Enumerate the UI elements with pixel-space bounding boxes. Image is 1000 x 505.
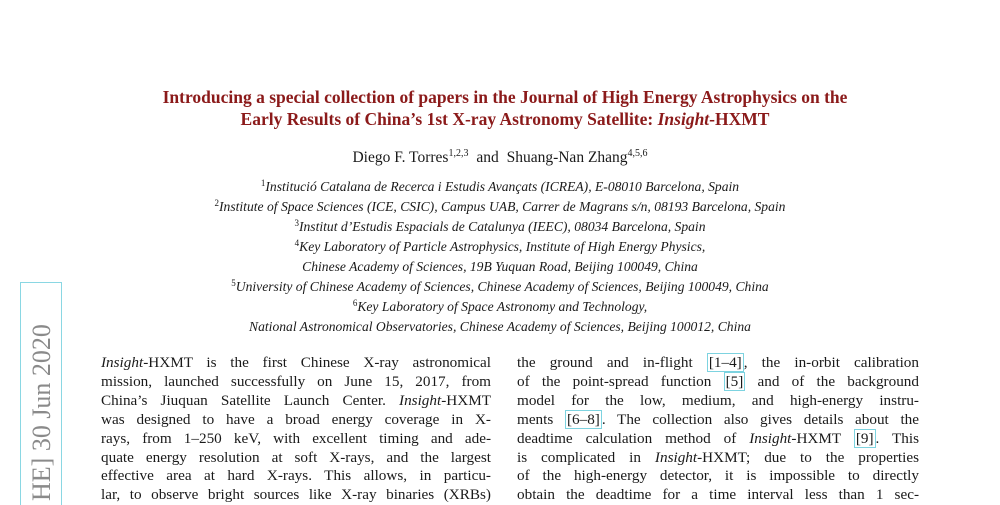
affiliation-text: Key Laboratory of Particle Astrophysics, Institute of High Energy Physics, <box>299 239 706 254</box>
title-line-2-text: Early Results of China’s 1st X-ray Astronomy Satellite: <box>240 109 658 129</box>
affiliation-line <box>0 295 1000 315</box>
text-fragment: . This <box>875 429 919 447</box>
right-column-text <box>517 354 919 505</box>
text-line: obtain the deadtime for a time interval less than 1 sec- <box>517 486 919 504</box>
affiliation-line <box>0 275 1000 295</box>
citation-link[interactable]: [1–4] <box>708 354 742 371</box>
citation-link[interactable]: [9] <box>855 429 874 447</box>
text-fragment: is complicated in <box>517 448 655 466</box>
citation-link[interactable]: [5] <box>725 372 744 390</box>
insight-italic: Insight <box>101 354 144 371</box>
insight-italic: Insight <box>749 429 792 447</box>
affiliation-line <box>0 315 1000 335</box>
title-insight-italic: Insight <box>657 109 710 129</box>
text-line <box>101 392 491 411</box>
author-conjunction: and <box>476 149 499 166</box>
affiliation-text: Institute of Space Sciences (ICE, CSIC), Campus UAB, Carrer de Magrans s/n, 08193 Barcelona, Spain <box>219 199 786 214</box>
text-fragment: -HXMT <box>441 391 491 409</box>
affiliation-text: Institució Catalana de Recerca i Estudis Avançats (ICREA), E-08010 Barcelona, Spain <box>265 179 740 194</box>
text-line: rays, from 1–250 keV, with excellent timing and ade- <box>101 429 491 447</box>
left-column-text <box>101 354 491 505</box>
affiliation-line <box>0 195 1000 215</box>
title-hxmt: -HXMT <box>709 109 770 129</box>
author-list <box>0 148 1000 167</box>
author-torres: Diego F. Torres <box>352 149 449 166</box>
affiliation-text: Key Laboratory of Space Astronomy and Technology, <box>357 299 648 314</box>
text-line: was designed to have a broad energy coverage in X- <box>101 410 491 428</box>
text-fragment: the ground and in-flight <box>517 354 707 371</box>
arxiv-stamp[interactable] <box>20 282 62 505</box>
insight-italic: Insight <box>399 391 442 409</box>
text-line: model for the low, medium, and high-energy instru- <box>517 391 919 409</box>
text-line <box>517 411 919 430</box>
text-line <box>517 373 919 392</box>
text-fragment: China’s Jiuquan Satellite Launch Center. <box>101 391 400 409</box>
affiliation-number: 3 <box>294 218 299 228</box>
author-zhang-affil: 4,5,6 <box>627 148 648 159</box>
text-fragment: of the point-spread function <box>517 372 724 390</box>
text-line: effective area at hard X-rays. This allows, in particu- <box>101 467 491 485</box>
affiliation-number: 5 <box>231 278 236 288</box>
text-line: lar, to observe bright sources like X-ray binaries (XRBs) <box>101 486 491 504</box>
affiliation-line <box>0 255 1000 275</box>
affiliation-number: 2 <box>214 198 220 208</box>
affiliation-number: 4 <box>294 238 300 248</box>
paper-title <box>60 86 950 130</box>
text-fragment: , the in-orbit calibration <box>743 354 919 371</box>
text-line <box>101 354 491 373</box>
affiliation-line <box>0 235 1000 255</box>
text-line: quate energy resolution at soft X-rays, and the largest <box>101 448 491 466</box>
text-line: mission, launched successfully on June 15, 2017, from <box>101 372 491 390</box>
affiliation-text: University of Chinese Academy of Sciences, Chinese Academy of Sciences, Beijing 100049, China <box>235 279 769 294</box>
insight-italic: Insight <box>654 448 698 466</box>
affiliation-line <box>0 215 1000 235</box>
text-line <box>517 430 919 449</box>
text-fragment: -HXMT is the first Chinese X-ray astronomical <box>143 354 491 371</box>
affiliation-number: 1 <box>260 178 266 188</box>
text-fragment: and of the background <box>745 372 919 390</box>
affiliation-line <box>0 175 1000 195</box>
affiliation-text: Institut d’Estudis Espacials de Catalunya (IEEC), 08034 Barcelona, Spain <box>298 219 706 234</box>
arxiv-stamp-text: HE] 30 Jun 2020 <box>27 324 56 501</box>
text-fragment: -HXMT <box>791 429 854 447</box>
affiliation-text: National Astronomical Observatories, Chinese Academy of Sciences, Beijing 100012, China <box>249 319 751 334</box>
title-line-2 <box>60 108 950 130</box>
title-line-1: Introducing a special collection of papers in the Journal of High Energy Astrophysics on the <box>162 87 848 107</box>
author-zhang: Shuang-Nan Zhang <box>506 149 628 166</box>
text-fragment: ments <box>517 410 565 428</box>
text-line <box>517 354 919 373</box>
text-fragment: -HXMT; due to the properties <box>697 448 919 466</box>
affiliation-text: Chinese Academy of Sciences, 19B Yuquan Road, Beijing 100049, China <box>302 259 698 274</box>
text-fragment: . The collection also gives details about the <box>601 410 920 428</box>
text-line: of the high-energy detector, it is impossible to directly <box>517 467 919 485</box>
affiliation-number: 6 <box>352 298 358 308</box>
author-torres-affil: 1,2,3 <box>448 148 469 159</box>
affiliations <box>0 175 1000 335</box>
text-line <box>517 449 919 468</box>
citation-link[interactable]: [6–8] <box>566 410 600 428</box>
text-fragment: deadtime calculation method of <box>517 429 750 447</box>
